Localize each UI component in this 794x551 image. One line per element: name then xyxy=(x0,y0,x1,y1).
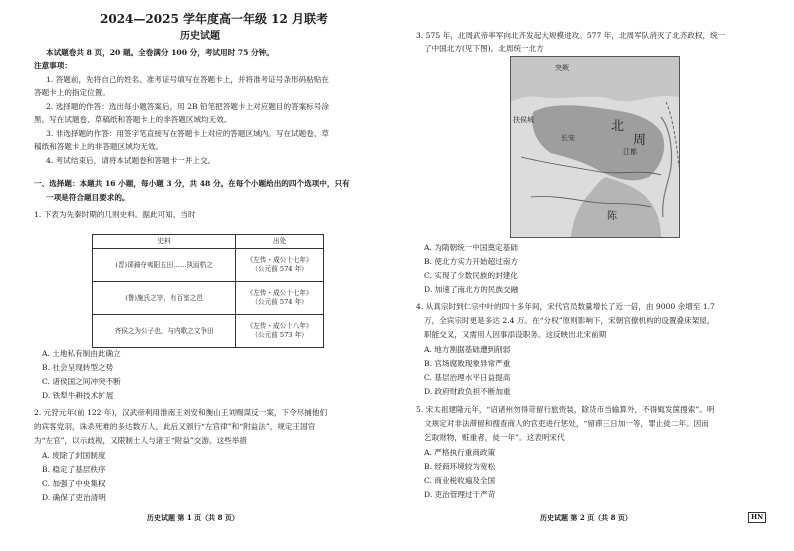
option: C. 实现了少数民族的封建化 xyxy=(424,271,518,280)
notice-heading: 注意事项： xyxy=(34,61,72,70)
table-cell xyxy=(236,315,324,348)
table-cell xyxy=(236,249,324,282)
map-illustration xyxy=(511,57,679,237)
map-figure xyxy=(510,56,680,238)
map-label: 扶侯城 xyxy=(513,116,534,124)
option: A. 地方割据基础遭到削弱 xyxy=(424,345,511,354)
table-header: 史料 xyxy=(93,235,236,249)
q4-line: 4. 从真宗时到仁宗中叶的四十多年间，宋代官员数量增长了近一倍，由 9000 余增至 1.7 xyxy=(416,302,715,311)
option: B. 社会呈现转型之势 xyxy=(42,363,114,372)
option: C. 诸侯国之间冲突不断 xyxy=(42,377,121,386)
option: D. 吏治管理过于严苛 xyxy=(424,490,496,499)
map-label: 江都 xyxy=(623,148,637,156)
region-tag: HN xyxy=(748,512,766,523)
option: D. 加速了南北方的民族交融 xyxy=(424,285,519,294)
table-header: 出处 xyxy=(236,235,324,249)
option: A. 土地私有制由此确立 xyxy=(42,349,121,358)
exam-subtitle: 历史试题 xyxy=(180,31,220,42)
notice-line: 4. 考试结束后，请将本试题卷和答题卡一并上交。 xyxy=(46,156,216,165)
option: C. 加强了中央集权 xyxy=(42,479,106,488)
map-label: 陈 xyxy=(607,211,617,222)
q5-line: 5. 宋太祖建隆元年，“诏诸州勿得苛留行旅赍装，除货币当输算外，不得辄发箧搜索”。明 xyxy=(416,405,715,414)
option: D. 政府财政负担不断加重 xyxy=(424,387,511,396)
page-footer-left: 历史试题 第 1 页（共 8 页） xyxy=(147,513,239,522)
q5-line: 乞取财物，赃重者，徒一年”。这表明宋代 xyxy=(424,433,565,442)
q2-line: 2. 元狩元年(前 122 年)，汉武帝利用淮南王刘安和衡山王刘赐谋反一案，下令尽捕他们 xyxy=(34,408,328,417)
option: A. 为隋朝统一中国奠定基础 xyxy=(424,243,518,252)
map-label: 长安 xyxy=(561,134,575,142)
exam-title: 2024—2025 学年度高一年级 12 月联考 xyxy=(100,12,329,26)
notice-line: 3. 非选择题的作答：用签字笔直接写在答题卡上对应的答题区域内。写在试题卷、草 xyxy=(46,129,330,138)
q1-stem: 1. 下表为先秦时期的几则史料。据此可知，当时 xyxy=(34,210,196,219)
q3-line: 了中国北方(见下图)。北周统一北方 xyxy=(424,44,544,53)
table-row xyxy=(93,282,324,315)
option: A. 严格执行重商政策 xyxy=(424,448,496,457)
q5-line: 文规定对非法滞留和搜查商人的官吏进行惩处，“留滞三日加一等，罪止徒二年。因而 xyxy=(424,419,709,428)
map-label: 突厥 xyxy=(555,64,569,72)
table-row xyxy=(93,249,324,282)
page-footer-right: 历史试题 第 2 页（共 8 页） xyxy=(540,513,632,522)
q3-line: 3. 575 年，北周武帝率军向北齐发起大规模进攻。577 年，北周军队消灭了北齐政权，统一 xyxy=(416,31,726,40)
notice-line: 黑。写在试题卷、草稿纸和答题卡上的非答题区域均无效。 xyxy=(34,115,232,124)
notice-line: 2. 选择题的作答：选出每小题答案后，用 2B 铅笔把答题卡上对应题目的答案标号涂 xyxy=(46,102,330,111)
option: C. 商业税收遍及全国 xyxy=(424,476,496,485)
option: D. 铁犁牛耕技术扩展 xyxy=(42,391,114,400)
option: A. 废除了封国制度 xyxy=(42,451,106,460)
q1-source-table xyxy=(92,234,324,348)
section-heading-cont: 一项是符合题目要求的。 xyxy=(46,193,130,202)
notice-line: 稿纸和答题卡上的非答题区域均无效。 xyxy=(34,142,164,151)
option: D. 确保了吏治清明 xyxy=(42,493,106,502)
source-line: 《左传・成公十八年》 xyxy=(246,322,313,330)
q4-line: 职能交叉，又需用人因事添设职务。这反映出北宋前期 xyxy=(424,330,607,339)
option: B. 稳定了基层秩序 xyxy=(42,465,106,474)
table-cell xyxy=(236,282,324,315)
option: B. 使北方实力开始超过南方 xyxy=(424,257,518,266)
table-cell: 齐侯之为公子也，与内歌之文争田 xyxy=(93,315,236,348)
option: C. 基层治理水平日益提高 xyxy=(424,373,511,382)
source-date: （公元前 574 年） xyxy=(251,265,308,273)
source-date: （公元前 573 年） xyxy=(251,331,308,339)
option: B. 官场腐败现象异常严重 xyxy=(424,359,511,368)
table-row xyxy=(93,315,324,348)
section-heading: 一、选择题：本题共 16 小题，每小题 3 分，共 48 分。在每个小题给出的四个选项中，只有 xyxy=(34,179,350,188)
map-label: 周 xyxy=(633,133,647,148)
source-line: 《左传・成公十七年》 xyxy=(246,256,313,264)
source-line: 《左传・成公十七年》 xyxy=(246,289,313,297)
q2-line: 为“左官”，以示歧视，又限制士人与诸王“附益”交游。这些举措 xyxy=(34,436,247,445)
table-cell: (鲁)施氏之宰，有百室之邑 xyxy=(93,282,236,315)
map-label: 北 xyxy=(611,119,625,134)
q2-line: 的宾客党羽，诛杀死难的多达数万人。此后又颁行“左官律”和“附益法”，规定王国官 xyxy=(34,422,316,431)
notice-intro: 本试题卷共 8 页，20 题。全卷满分 100 分，考试用时 75 分钟。 xyxy=(46,48,274,57)
table-cell: (晋)郤錡夺夷阳五田……执而梏之 xyxy=(93,249,236,282)
q4-line: 万，全宾宗时更是多达 2.4 万。在“分权”原则影响下，宋朝官僚机构的设置叠床架屋， xyxy=(424,316,715,325)
option: B. 经商环境较为宽松 xyxy=(424,462,496,471)
notice-line: 1. 答题前，先将自己的姓名、准考证号填写在答题卡上，并将准考证号条形码粘贴在 xyxy=(46,75,330,84)
notice-line: 答题卡上的指定位置。 xyxy=(34,88,110,97)
source-date: （公元前 574 年） xyxy=(251,298,308,306)
